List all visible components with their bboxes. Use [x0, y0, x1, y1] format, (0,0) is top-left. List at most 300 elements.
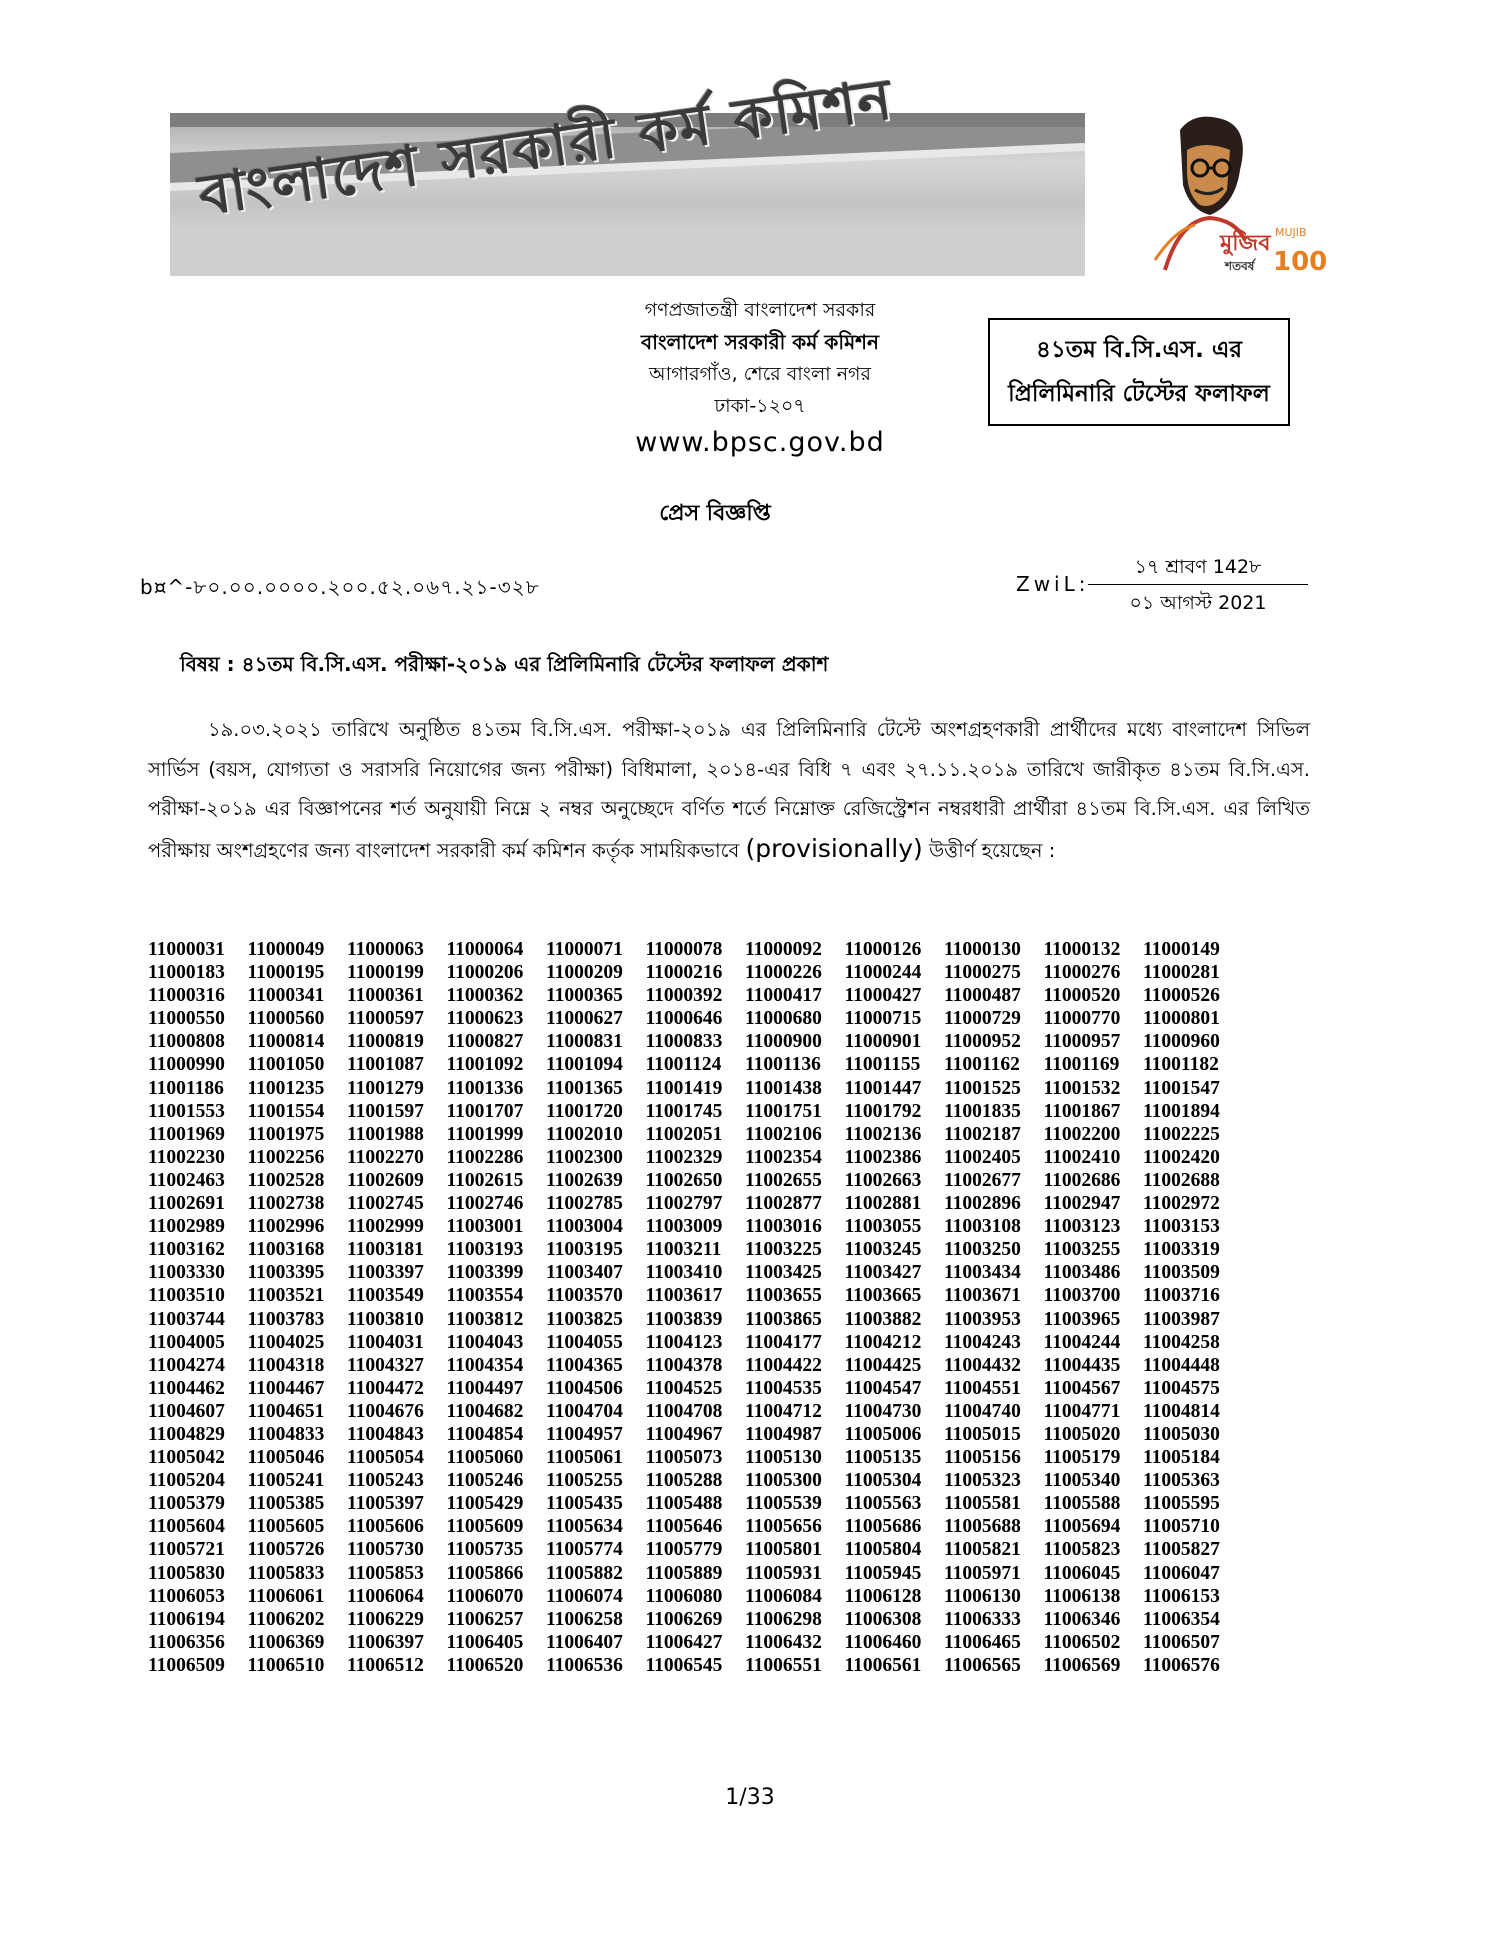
registration-number: 11001419	[645, 1077, 723, 1099]
registration-number: 11000199	[347, 962, 424, 984]
registration-number: 11001124	[645, 1054, 722, 1076]
registration-number: 11005721	[148, 1539, 225, 1561]
registration-number: 11006346	[1043, 1608, 1121, 1630]
registration-number: 11000206	[446, 962, 524, 984]
registration-number: 11003410	[645, 1262, 723, 1284]
registration-number: 11005435	[546, 1493, 623, 1515]
registration-number: 11003554	[446, 1285, 524, 1307]
registration-number: 11004575	[1143, 1377, 1220, 1399]
registration-number: 11004123	[645, 1331, 723, 1353]
date-english: ০১ আগস্ট 2021	[1129, 592, 1267, 614]
registration-number: 11001136	[745, 1054, 821, 1076]
number-row	[148, 1562, 1243, 1585]
memo-number: b¤^-৮০.০০.০০০০.২০০.৫২.০৬৭.২১-৩২৮	[140, 575, 540, 599]
registration-number: 11002230	[148, 1146, 225, 1168]
registration-number: 11003486	[1043, 1262, 1121, 1284]
registration-number: 11005779	[645, 1539, 723, 1561]
registration-number: 11003655	[745, 1285, 822, 1307]
registration-number: 11005634	[546, 1516, 623, 1538]
registration-number: 11003055	[844, 1216, 922, 1238]
registration-number: 11006507	[1143, 1631, 1220, 1653]
registration-number: 11005866	[446, 1562, 524, 1584]
registration-number: 11003245	[844, 1239, 922, 1261]
registration-number: 11002996	[247, 1216, 325, 1238]
registration-number: 11004274	[148, 1354, 225, 1376]
registration-number: 11004814	[1143, 1400, 1220, 1422]
registration-number: 11002797	[645, 1193, 723, 1215]
registration-number: 11001554	[247, 1100, 325, 1122]
registration-number: 11003510	[148, 1285, 225, 1307]
registration-number: 11003255	[1043, 1239, 1121, 1261]
registration-number: 11006561	[844, 1654, 922, 1676]
svg-text:100: 100	[1273, 247, 1328, 277]
registration-number: 11004607	[148, 1400, 225, 1422]
registration-number: 11006536	[546, 1654, 623, 1676]
registration-number: 11000957	[1043, 1031, 1121, 1053]
registration-number: 11004244	[1043, 1331, 1121, 1353]
number-row	[148, 1284, 1243, 1307]
registration-number: 11000078	[645, 939, 723, 960]
registration-number: 11001050	[247, 1054, 325, 1076]
registration-number: 11001155	[844, 1054, 921, 1076]
registration-number: 11005931	[745, 1562, 822, 1584]
registration-number: 11005827	[1143, 1539, 1220, 1561]
registration-number: 11001975	[247, 1123, 325, 1145]
body-tail: উত্তীর্ণ হয়েছেন :	[922, 838, 1056, 862]
registration-number: 11006070	[446, 1585, 524, 1607]
registration-number: 11003168	[247, 1239, 325, 1261]
registration-number: 11004354	[446, 1354, 524, 1376]
registration-number: 11000715	[844, 1008, 922, 1030]
registration-number: 11003521	[247, 1285, 325, 1307]
registration-number: 11006053	[148, 1585, 225, 1607]
registration-number: 11003016	[745, 1216, 822, 1238]
registration-number: 11005609	[446, 1516, 524, 1538]
registration-number: 11006369	[247, 1631, 325, 1653]
registration-number: 11004005	[148, 1331, 225, 1353]
registration-number: 11002972	[1143, 1193, 1220, 1215]
registration-number: 11003407	[546, 1262, 623, 1284]
registration-number: 11003330	[148, 1262, 225, 1284]
registration-number: 11004043	[446, 1331, 524, 1353]
registration-number: 11002270	[347, 1146, 424, 1168]
banner-sign-text: বাংলাদেশ সরকারী কর্ম কমিশন	[194, 66, 898, 229]
registration-number: 11005241	[247, 1470, 325, 1492]
registration-number: 11004829	[148, 1423, 225, 1445]
registration-number: 11005385	[247, 1493, 325, 1515]
bpsc-building-banner	[170, 66, 1085, 276]
registration-number: 11002877	[745, 1193, 822, 1215]
registration-number: 11004525	[645, 1377, 723, 1399]
registration-number: 11006576	[1143, 1654, 1220, 1676]
result-title-line2: প্রিলিমিনারি টেস্টের ফলাফল	[1008, 381, 1270, 407]
registration-number: 11001969	[148, 1123, 225, 1145]
registration-number: 11006354	[1143, 1608, 1220, 1630]
registration-number: 11000680	[745, 1008, 822, 1030]
number-row	[148, 1631, 1243, 1654]
registration-number: 11001707	[446, 1100, 524, 1122]
registration-number: 11004551	[944, 1377, 1021, 1399]
registration-number: 11003434	[944, 1262, 1021, 1284]
registration-number: 11004682	[446, 1400, 524, 1422]
registration-number: 11006565	[944, 1654, 1021, 1676]
registration-number: 11000276	[1043, 962, 1121, 984]
registration-number: 11006397	[347, 1631, 424, 1653]
registration-number: 11001087	[347, 1054, 424, 1076]
registration-number: 11003882	[844, 1308, 922, 1330]
registration-number: 11003123	[1043, 1216, 1121, 1238]
registration-number: 11000365	[546, 985, 623, 1007]
registration-number: 11001438	[745, 1077, 822, 1099]
registration-number: 11000281	[1143, 962, 1220, 984]
registration-number: 11000487	[944, 985, 1021, 1007]
registration-number: 11005156	[944, 1447, 1021, 1469]
registration-number: 11000960	[1143, 1031, 1220, 1053]
provisional-text: (provisionally)	[745, 833, 923, 863]
registration-number: 11002615	[446, 1169, 524, 1191]
registration-number: 11005020	[1043, 1423, 1121, 1445]
registration-number: 11002354	[745, 1146, 822, 1168]
svg-text:মুজিব: মুজিব	[1220, 231, 1271, 256]
registration-number: 11000132	[1043, 939, 1121, 960]
registration-number: 11001894	[1143, 1100, 1220, 1122]
number-row	[148, 1538, 1243, 1561]
registration-number: 11002745	[347, 1193, 424, 1215]
number-row	[148, 1400, 1243, 1423]
registration-number: 11000901	[844, 1031, 922, 1053]
registration-number: 11001279	[347, 1077, 424, 1099]
registration-number: 11005688	[944, 1516, 1021, 1538]
registration-number: 11005604	[148, 1516, 225, 1538]
registration-number: 11005694	[1043, 1516, 1121, 1538]
registration-number: 11000623	[446, 1008, 524, 1030]
registration-number: 11000627	[546, 1008, 623, 1030]
registration-number: 11005288	[645, 1470, 723, 1492]
registration-number: 11005184	[1143, 1447, 1220, 1469]
registration-number: 11006084	[745, 1585, 822, 1607]
number-row	[148, 1492, 1243, 1515]
registration-number: 11002187	[944, 1123, 1021, 1145]
registration-number: 11004258	[1143, 1331, 1220, 1353]
registration-number: 11002420	[1143, 1146, 1220, 1168]
registration-number: 11004472	[347, 1377, 424, 1399]
registration-number: 11001235	[247, 1077, 325, 1099]
registration-number: 11004177	[745, 1331, 822, 1353]
registration-number: 11006194	[148, 1608, 225, 1630]
registration-number: 11004031	[347, 1331, 424, 1353]
registration-number: 11004055	[546, 1331, 623, 1353]
registration-number: 11005710	[1143, 1516, 1220, 1538]
registration-number: 11005539	[745, 1493, 822, 1515]
registration-number: 11000226	[745, 962, 822, 984]
registration-number: 11001597	[347, 1100, 424, 1122]
registration-number: 11002410	[1043, 1146, 1121, 1168]
registration-number: 11002136	[844, 1123, 922, 1145]
registration-number: 11003839	[645, 1308, 723, 1330]
registration-number: 11005606	[347, 1516, 424, 1538]
registration-number: 11000801	[1143, 1008, 1220, 1030]
registration-number: 11001186	[148, 1077, 224, 1099]
registration-number: 11002746	[446, 1193, 524, 1215]
registration-number: 11006551	[745, 1654, 822, 1676]
registration-number: 11003004	[546, 1216, 623, 1238]
registration-number: 11006545	[645, 1654, 723, 1676]
registration-number: 11002639	[546, 1169, 623, 1191]
registration-number: 11002225	[1143, 1123, 1220, 1145]
registration-number: 11000952	[944, 1031, 1021, 1053]
registration-number: 11005340	[1043, 1470, 1121, 1492]
registration-number: 11005646	[645, 1516, 723, 1538]
registration-number: 11004712	[745, 1400, 822, 1422]
body-paragraph	[148, 710, 1310, 870]
registration-number: 11004435	[1043, 1354, 1121, 1376]
registration-number: 11005429	[446, 1493, 524, 1515]
registration-number: 11003716	[1143, 1285, 1220, 1307]
registration-number: 11004730	[844, 1400, 922, 1422]
registration-number: 11006202	[247, 1608, 325, 1630]
registration-number: 11005656	[745, 1516, 822, 1538]
letterhead	[560, 294, 960, 464]
registration-number: 11001336	[446, 1077, 524, 1099]
registration-number: 11006569	[1043, 1654, 1121, 1676]
page-number: 1/33	[725, 1785, 775, 1810]
registration-number: 11004327	[347, 1354, 424, 1376]
registration-number: 11006509	[148, 1654, 225, 1676]
registration-number: 11006356	[148, 1631, 225, 1653]
registration-number: 11002405	[944, 1146, 1021, 1168]
registration-number: 11004833	[247, 1423, 325, 1445]
registration-number: 11004497	[446, 1377, 524, 1399]
registration-number: 11005379	[148, 1493, 225, 1515]
result-title-box	[988, 318, 1290, 426]
registration-number: 11002663	[844, 1169, 922, 1191]
svg-text:শতবর্ষ: শতবর্ষ	[1225, 259, 1255, 273]
number-row	[148, 938, 1243, 961]
number-row	[148, 1215, 1243, 1238]
registration-number: 11003965	[1043, 1308, 1121, 1330]
registration-number: 11001525	[944, 1077, 1021, 1099]
registration-number: 11005889	[645, 1562, 723, 1584]
registration-number: 11005726	[247, 1539, 325, 1561]
registration-number: 11000550	[148, 1008, 225, 1030]
registration-number: 11004704	[546, 1400, 623, 1422]
registration-number: 11005581	[944, 1493, 1021, 1515]
registration-number: 11003319	[1143, 1239, 1220, 1261]
number-row	[148, 1469, 1243, 1492]
registration-number: 11005801	[745, 1539, 822, 1561]
registration-number: 11005804	[844, 1539, 922, 1561]
registration-number: 11005060	[446, 1447, 524, 1469]
registration-number: 11001988	[347, 1123, 424, 1145]
registration-number: 11003700	[1043, 1285, 1121, 1307]
registration-number: 11005030	[1143, 1423, 1220, 1445]
registration-number: 11005204	[148, 1470, 225, 1492]
svg-text:MUJIB: MUJIB	[1275, 226, 1307, 239]
registration-number: 11005054	[347, 1447, 424, 1469]
registration-number: 11001720	[546, 1100, 623, 1122]
registration-number: 11003225	[745, 1239, 822, 1261]
registration-number: 11004843	[347, 1423, 424, 1445]
registration-number: 11006128	[844, 1585, 922, 1607]
registration-number: 11005830	[148, 1562, 225, 1584]
registration-number: 11006064	[347, 1585, 424, 1607]
website-link[interactable]: www.bpsc.gov.bd	[635, 427, 885, 458]
registration-number: 11000827	[446, 1031, 524, 1053]
registration-number: 11002999	[347, 1216, 424, 1238]
registration-number: 11004025	[247, 1331, 325, 1353]
registration-number: 11006138	[1043, 1585, 1121, 1607]
date-block	[1088, 553, 1308, 618]
registration-number: 11003397	[347, 1262, 424, 1284]
mujib-100-logo	[1125, 110, 1328, 280]
number-row	[148, 1423, 1243, 1446]
press-release-title: প্রেস বিজ্ঞপ্তি	[659, 501, 771, 526]
registration-number: 11006045	[1043, 1562, 1121, 1584]
registration-number: 11000063	[347, 939, 424, 960]
registration-number: 11004425	[844, 1354, 922, 1376]
registration-number: 11005853	[347, 1562, 424, 1584]
registration-number: 11005304	[844, 1470, 922, 1492]
registration-number: 11003425	[745, 1262, 822, 1284]
registration-number: 11006047	[1143, 1562, 1220, 1584]
registration-number: 11004378	[645, 1354, 723, 1376]
registration-number: 11004567	[1043, 1377, 1121, 1399]
registration-number: 11005042	[148, 1447, 225, 1469]
registration-number: 11002010	[546, 1123, 623, 1145]
registration-number: 11002989	[148, 1216, 225, 1238]
registration-number: 11005563	[844, 1493, 922, 1515]
registration-number: 11003744	[148, 1308, 225, 1330]
registration-number: 11002286	[446, 1146, 524, 1168]
registration-number: 11006269	[645, 1608, 723, 1630]
registration-number: 11005605	[247, 1516, 325, 1538]
registration-number: 11001792	[844, 1100, 922, 1122]
number-row	[148, 1077, 1243, 1100]
number-row	[148, 1585, 1243, 1608]
registration-number: 11004854	[446, 1423, 524, 1445]
registration-number: 11006257	[446, 1608, 524, 1630]
registration-number: 11003810	[347, 1308, 424, 1330]
registration-number: 11003987	[1143, 1308, 1220, 1330]
registration-number: 11000833	[645, 1031, 723, 1053]
number-row	[148, 1053, 1243, 1076]
registration-number: 11002106	[745, 1123, 822, 1145]
registration-number: 11005246	[446, 1470, 524, 1492]
registration-number: 11005821	[944, 1539, 1021, 1561]
registration-number: 11001094	[546, 1054, 623, 1076]
registration-number: 11001532	[1043, 1077, 1121, 1099]
registration-number: 11005833	[247, 1562, 325, 1584]
registration-number: 11000362	[446, 985, 524, 1007]
registration-number: 11006407	[546, 1631, 623, 1653]
registration-number: 11004448	[1143, 1354, 1220, 1376]
registration-number: 11003783	[247, 1308, 325, 1330]
registration-number: 11005774	[546, 1539, 623, 1561]
registration-number: 11004462	[148, 1377, 225, 1399]
registration-number: 11005061	[546, 1447, 623, 1469]
registration-number: 11003427	[844, 1262, 922, 1284]
registration-number: 11001745	[645, 1100, 723, 1122]
registration-number: 11001092	[446, 1054, 524, 1076]
registration-number: 11000770	[1043, 1008, 1121, 1030]
registration-number: 11006512	[347, 1654, 424, 1676]
registration-number: 11002691	[148, 1193, 225, 1215]
registration-number: 11001182	[1143, 1054, 1219, 1076]
registration-number: 11002256	[247, 1146, 325, 1168]
commission-name: বাংলাদেশ সরকারী কর্ম কমিশন	[641, 330, 879, 354]
registration-number: 11000049	[247, 939, 325, 960]
registration-number: 11000031	[148, 939, 225, 960]
registration-number: 11000729	[944, 1008, 1021, 1030]
registration-number: 11003001	[446, 1216, 524, 1238]
registration-number: 11004676	[347, 1400, 424, 1422]
registration-number: 11001162	[944, 1054, 1020, 1076]
number-row	[148, 1354, 1243, 1377]
registration-number: 11002738	[247, 1193, 325, 1215]
registration-number: 11001365	[546, 1077, 623, 1099]
registration-number: 11005882	[546, 1562, 623, 1584]
registration-number: 11000341	[247, 985, 325, 1007]
registration-number: 11004740	[944, 1400, 1021, 1422]
number-row	[148, 1377, 1243, 1400]
registration-number: 11004651	[247, 1400, 325, 1422]
registration-number: 11003399	[446, 1262, 524, 1284]
registration-number: 11005686	[844, 1516, 922, 1538]
registration-number: 11000209	[546, 962, 623, 984]
registration-number: 11005488	[645, 1493, 723, 1515]
registration-number: 11005363	[1143, 1470, 1220, 1492]
registration-number: 11003009	[645, 1216, 723, 1238]
registration-number: 11003211	[645, 1239, 722, 1261]
registration-number: 11006427	[645, 1631, 723, 1653]
registration-number: 11005073	[645, 1447, 723, 1469]
registration-number: 11005588	[1043, 1493, 1121, 1515]
registration-number: 11004212	[844, 1331, 922, 1353]
registration-number: 11000275	[944, 962, 1021, 984]
registration-number: 11003617	[645, 1285, 723, 1307]
registration-number: 11000216	[645, 962, 723, 984]
registration-number: 11003665	[844, 1285, 922, 1307]
registration-number: 11000149	[1143, 939, 1220, 960]
registration-number: 11005300	[745, 1470, 822, 1492]
registration-number: 11003250	[944, 1239, 1021, 1261]
registration-number: 11003162	[148, 1239, 225, 1261]
registration-number: 11003812	[446, 1308, 524, 1330]
registration-number: 11000092	[745, 939, 822, 960]
registration-number: 11000126	[844, 939, 922, 960]
body-text: ১৯.০৩.২০২১ তারিখে অনুষ্ঠিত ৪১তম বি.সি.এস. পরীক্ষা-২০১৯ এর প্রিলিমিনারি টেস্টে অংশগ্রহণকারী প্রার্থীদের মধ্যে বাংলাদেশ সিভিল সার্ভিস (বয়স, যোগ্যতা ও সরাসরি নিয়োগের জন্য পরীক্ষা) বিধিমালা, ২০১৪-এর বিধি ৭ এবং ২৭.১১.২০১৯ তারিখে জারীকৃত ৪১তম বি.সি.এস. পরীক্ষা-২০১৯ এর বিজ্ঞাপনের শর্ত অনুযায়ী নিম্নে ২ নম্বর অনুচ্ছেদে বর্ণিত শর্তে নিম্নোক্ত রেজিস্ট্রেশন নম্বরধারী প্রার্থীরা ৪১তম বি.সি.এস. এর লিখিত পরীক্ষায় অংশগ্রহণের জন্য বাংলাদেশ সরকারী কর্ম কমিশন কর্তৃক সাময়িকভাবে	[148, 718, 1310, 862]
registration-number: 11003570	[546, 1285, 623, 1307]
registration-number: 11000316	[148, 985, 225, 1007]
number-row	[148, 1608, 1243, 1631]
registration-number: 11002650	[645, 1169, 723, 1191]
registration-number: 11005015	[944, 1423, 1021, 1445]
date-label: ZwiL:	[1016, 572, 1090, 596]
number-row	[148, 1030, 1243, 1053]
registration-number: 11004771	[1043, 1400, 1121, 1422]
registration-number: 11006510	[247, 1654, 325, 1676]
registration-number: 11000392	[645, 985, 723, 1007]
registration-number: 11003395	[247, 1262, 325, 1284]
registration-number: 11003865	[745, 1308, 822, 1330]
registration-number: 11001867	[1043, 1100, 1121, 1122]
registration-number: 11002947	[1043, 1193, 1121, 1215]
registration-number: 11000361	[347, 985, 424, 1007]
registration-number: 11001547	[1143, 1077, 1220, 1099]
registration-number: 11005046	[247, 1447, 325, 1469]
registration-number: 11002881	[844, 1193, 922, 1215]
number-row	[148, 1238, 1243, 1261]
